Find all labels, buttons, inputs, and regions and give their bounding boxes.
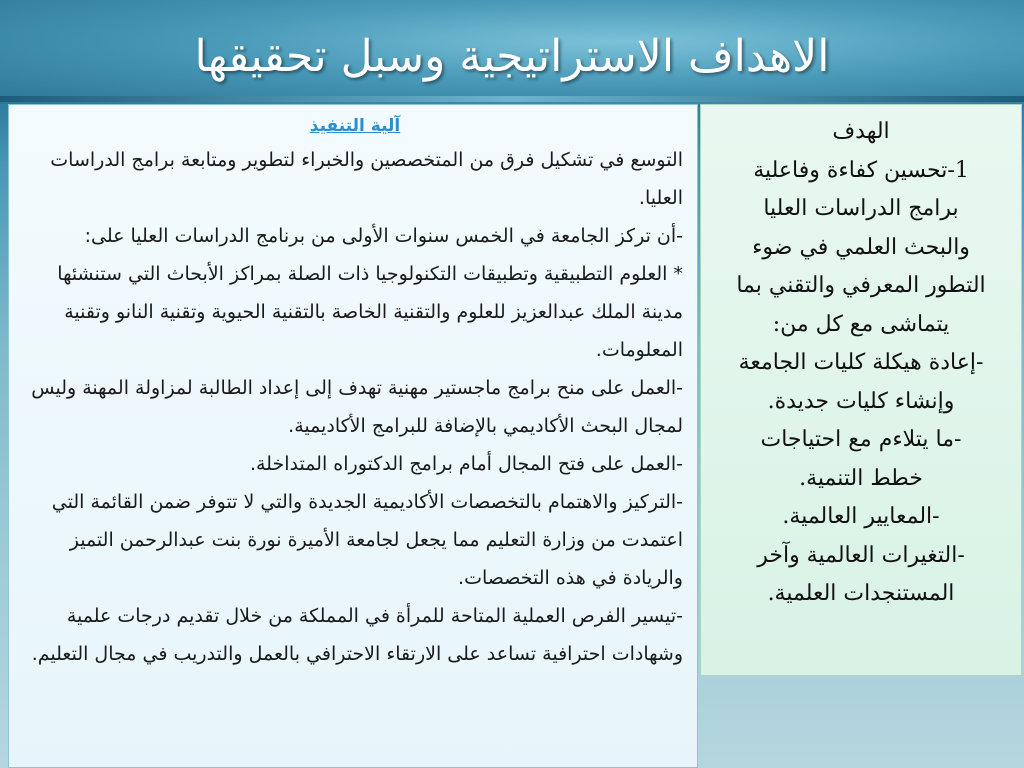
goal-line: برامج الدراسات العليا [763,196,959,221]
goal-line: -التغيرات العالمية وآخر [757,542,965,568]
implementation-item: * العلوم التطبيقية وتطبيقات التكنولوجيا ذات الصلة بمراكز الأبحاث التي ستنشئها مدينة الملك عبدالعزيز للعلوم والتقنية الخاصة بالتقنية الحيوية وتقنية النانو وتقنية المعلومات. [57,263,683,361]
goal-heading: الهدف [832,119,890,144]
goal-line: والبحث العلمي في ضوء [752,234,970,260]
title-divider [0,96,1024,102]
implementation-item: -العمل على فتح المجال أمام برامج الدكتوراه المتداخلة. [249,453,683,475]
goal-line: 1-تحسين كفاءة وفاعلية [753,157,969,183]
implementation-text [27,111,683,673]
goal-panel [700,104,1022,676]
goal-line: يتماشى مع كل من: [772,311,950,337]
implementation-heading: آلية التنفيذ [309,116,401,136]
goal-line: المستنجدات العلمية. [767,581,955,606]
goal-line: التطور المعرفي والتقني بما [736,273,986,298]
goal-line: وإنشاء كليات جديدة. [767,388,955,414]
implementation-panel [8,104,698,768]
goal-line: -ما يتلاءم مع احتياجات [760,427,962,452]
implementation-item: -أن تركز الجامعة في الخمس سنوات الأولى من برنامج الدراسات العليا على: [84,225,683,247]
implementation-item: التوسع في تشكيل فرق من المتخصصين والخبراء لتطوير ومتابعة برامج الدراسات العليا. [50,149,683,209]
goal-line: خطط التنمية. [799,465,923,491]
goal-line: -المعايير العالمية. [782,504,940,529]
implementation-item: -تيسير الفرص العملية المتاحة للمرأة في المملكة من خلال تقديم درجات علمية وشهادات احترافية تساعد على الارتقاء الاحترافي بالعمل والتدريب في مجال التعليم. [31,605,683,665]
implementation-item: -التركيز والاهتمام بالتخصصات الأكاديمية الجديدة والتي لا تتوفر ضمن القائمة التي اعتمدت من وزارة التعليم مما يجعل لجامعة الأميرة نورة بنت عبدالرحمن التميز والريادة في هذه التخصصات. [51,491,683,589]
goal-line: -إعادة هيكلة كليات الجامعة [738,350,984,375]
goal-text [713,113,1009,614]
slide-title: الاهداف الاستراتيجية وسبل تحقيقها [194,31,830,82]
implementation-item: -العمل على منح برامج ماجستير مهنية تهدف إلى إعداد الطالبة لمزاولة المهنة وليس لمجال البحث الأكاديمي بالإضافة للبرامج الأكاديمية. [31,377,683,437]
